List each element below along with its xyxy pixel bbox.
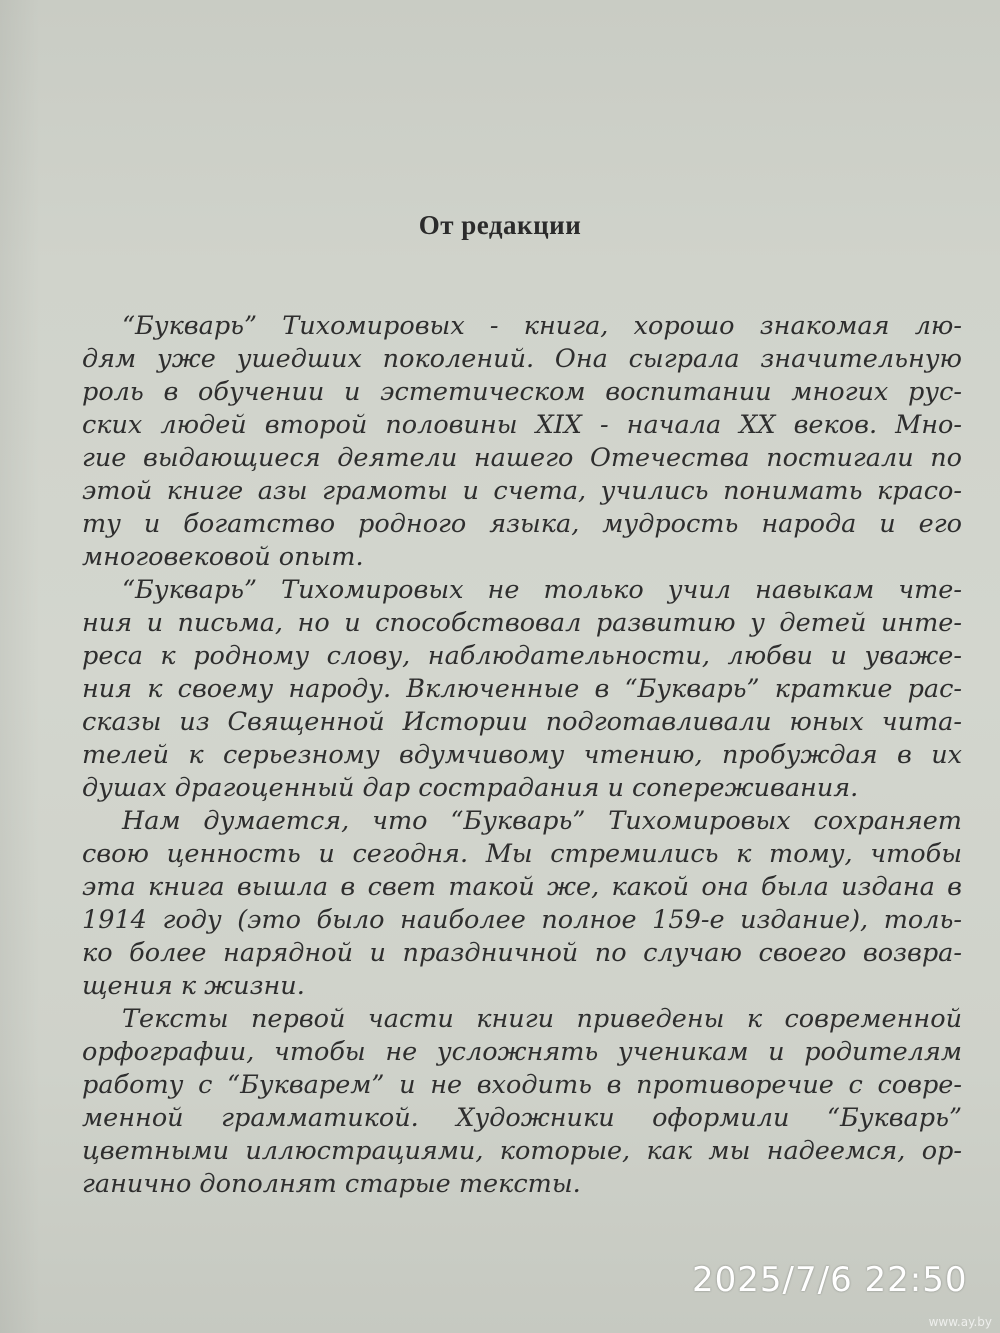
text-line: роль в обучении и эстетическом воспитании многих рус- (82, 377, 962, 407)
text-line: ту и богатство родного языка, мудрость народа и его (82, 509, 962, 539)
text-line: работу с “Букварем” и не входить в противоречие с совре- (82, 1070, 962, 1100)
text-line: 1914 году (это было наиболее полное 159-е издание), толь- (82, 905, 962, 935)
text-line: цветными иллюстрациями, которые, как мы надеемся, ор- (82, 1136, 962, 1166)
photo-timestamp: 2025/7/6 22:50 (692, 1260, 968, 1300)
text-line: ских людей второй половины XIX - начала XX веков. Мно- (82, 410, 962, 440)
text-line: реса к родному слову, наблюдательности, любви и уваже- (82, 641, 962, 671)
editorial-text (82, 310, 962, 1201)
text-line: Нам думается, что “Букварь” Тихомировых сохраняет (122, 806, 962, 836)
text-line: ния к своему народу. Включенные в “Букварь” краткие рас- (82, 674, 962, 704)
page-shadow (0, 0, 40, 1333)
text-line: ганично дополнят старые тексты. (82, 1169, 581, 1199)
text-line: гие выдающиеся деятели нашего Отечества постигали по (82, 443, 962, 473)
text-line: эта книга вышла в свет такой же, какой она была издана в (82, 872, 962, 902)
text-line: орфографии, чтобы не усложнять ученикам и родителям (82, 1037, 962, 1067)
text-line: этой книге азы грамоты и счета, учились понимать красо- (82, 476, 962, 506)
text-line: сказы из Священной Истории подготавливали юных чита- (82, 707, 962, 737)
site-watermark: www.ay.by (928, 1315, 992, 1329)
text-line: “Букварь” Тихомировых не только учил навыкам чте- (122, 575, 962, 605)
text-line: менной грамматикой. Художники оформили “Букварь” (82, 1103, 962, 1133)
text-line: многовековой опыт. (82, 542, 364, 572)
text-line: ко более нарядной и праздничной по случаю своего возвра- (82, 938, 962, 968)
text-line: свою ценность и сегодня. Мы стремились к тому, чтобы (82, 839, 962, 869)
text-line: душах драгоценный дар сострадания и сопереживания. (82, 773, 859, 803)
text-line: щения к жизни. (82, 971, 305, 1001)
page-title: От редакции (418, 210, 582, 240)
text-line: “Букварь” Тихомировых - книга, хорошо знакомая лю- (122, 311, 962, 341)
text-line: ния и письма, но и способствовал развитию у детей инте- (82, 608, 962, 638)
text-line: дям уже ушедших поколений. Она сыграла значительную (82, 344, 962, 374)
text-line: Тексты первой части книги приведены к современной (122, 1004, 962, 1034)
text-line: телей к серьезному вдумчивому чтению, пробуждая в их (82, 740, 962, 770)
